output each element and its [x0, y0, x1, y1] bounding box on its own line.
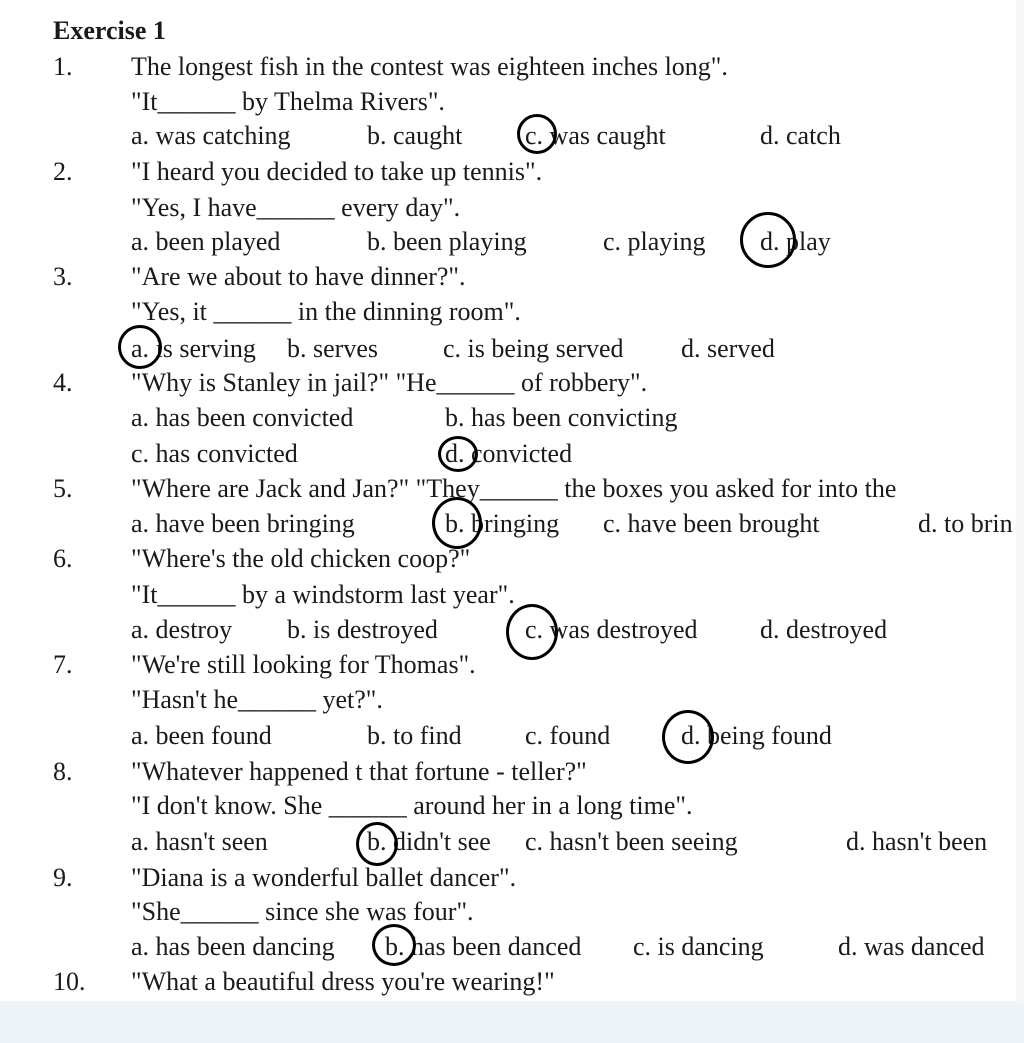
- option-b: b. been playing: [367, 227, 527, 256]
- option-a: a. have been bringing: [131, 509, 355, 538]
- question-text: "Yes, I have______ every day".: [131, 193, 461, 222]
- question-text: "She______ since she was four".: [131, 897, 474, 926]
- option-b: b. caught: [367, 121, 463, 150]
- answer-circle-mark: [517, 114, 557, 154]
- option-c: c. found: [525, 721, 611, 750]
- question-number: 8.: [53, 757, 73, 786]
- option-a: a. destroy: [131, 615, 233, 644]
- option-a: a. been found: [131, 721, 272, 750]
- question-text: The longest fish in the contest was eighteen inches long".: [131, 52, 728, 81]
- question-text: "Where are Jack and Jan?" "They______ the boxes you asked for into the: [131, 474, 897, 503]
- option-a: a. has been dancing: [131, 932, 335, 961]
- option-b: b. to find: [367, 721, 462, 750]
- answer-circle-mark: [356, 822, 398, 866]
- question-number: 7.: [53, 650, 73, 679]
- question-number: 10.: [53, 967, 86, 996]
- question-text: "Hasn't he______ yet?".: [131, 685, 383, 714]
- question-number: 2.: [53, 157, 73, 186]
- option-b: b. is destroyed: [287, 615, 438, 644]
- option-d: d. convicted: [445, 439, 573, 468]
- option-c: c. playing: [603, 227, 706, 256]
- option-b: b. has been danced: [385, 932, 582, 961]
- option-c: c. was caught: [525, 121, 666, 150]
- question-number: 4.: [53, 368, 73, 397]
- option-d: d. was danced: [838, 932, 985, 961]
- option-a: a. hasn't seen: [131, 827, 268, 856]
- option-c: c. is dancing: [633, 932, 764, 961]
- question-text: "Where's the old chicken coop?": [131, 544, 471, 573]
- answer-circle-mark: [438, 436, 478, 472]
- option-b: b. bringing: [445, 509, 560, 538]
- answer-circle-mark: [740, 212, 796, 268]
- question-text: "Diana is a wonderful ballet dancer".: [131, 863, 517, 892]
- option-a: a. has been convicted: [131, 403, 354, 432]
- option-a: a. been played: [131, 227, 281, 256]
- option-c: c. has convicted: [131, 439, 298, 468]
- option-d: d. hasn't been: [846, 827, 988, 856]
- question-text: "I heard you decided to take up tennis".: [131, 157, 543, 186]
- question-text: "Yes, it ______ in the dinning room".: [131, 297, 521, 326]
- option-d: d. served: [681, 334, 775, 363]
- option-c: c. was destroyed: [525, 615, 698, 644]
- question-number: 5.: [53, 474, 73, 503]
- question-text: "Are we about to have dinner?".: [131, 262, 466, 291]
- question-text: "Why is Stanley in jail?" "He______ of robbery".: [131, 368, 648, 397]
- question-text: "Whatever happened t that fortune - teller?": [131, 757, 587, 786]
- option-c: c. is being served: [443, 334, 624, 363]
- question-number: 6.: [53, 544, 73, 573]
- option-a: a. is serving: [131, 334, 256, 363]
- question-number: 9.: [53, 863, 73, 892]
- option-b: b. has been convicting: [445, 403, 678, 432]
- answer-circle-mark: [432, 497, 482, 549]
- question-text: "What a beautiful dress you're wearing!": [131, 967, 555, 996]
- option-d: d. to brin: [918, 509, 1013, 538]
- option-c: c. have been brought: [603, 509, 820, 538]
- option-d: d. catch: [760, 121, 841, 150]
- question-text: "I don't know. She ______ around her in a long time".: [131, 791, 693, 820]
- answer-circle-mark: [662, 710, 714, 764]
- option-b: b. serves: [287, 334, 378, 363]
- option-b: b. didn't see: [367, 827, 491, 856]
- question-number: 1.: [53, 52, 73, 81]
- question-number: 3.: [53, 262, 73, 291]
- question-text: "We're still looking for Thomas".: [131, 650, 476, 679]
- exercise-title: Exercise 1: [53, 16, 166, 45]
- question-text: "It______ by a windstorm last year".: [131, 580, 515, 609]
- answer-circle-mark: [506, 604, 558, 660]
- option-a: a. was catching: [131, 121, 291, 150]
- background-strip: [0, 1001, 1024, 1043]
- option-d: d. being found: [681, 721, 832, 750]
- answer-circle-mark: [372, 924, 416, 966]
- question-text: "It______ by Thelma Rivers".: [131, 87, 445, 116]
- answer-circle-mark: [118, 325, 162, 369]
- option-d: d. destroyed: [760, 615, 888, 644]
- page-edge-shadow: [1016, 0, 1024, 1001]
- option-d: d. play: [760, 227, 831, 256]
- option-c: c. hasn't been seeing: [525, 827, 738, 856]
